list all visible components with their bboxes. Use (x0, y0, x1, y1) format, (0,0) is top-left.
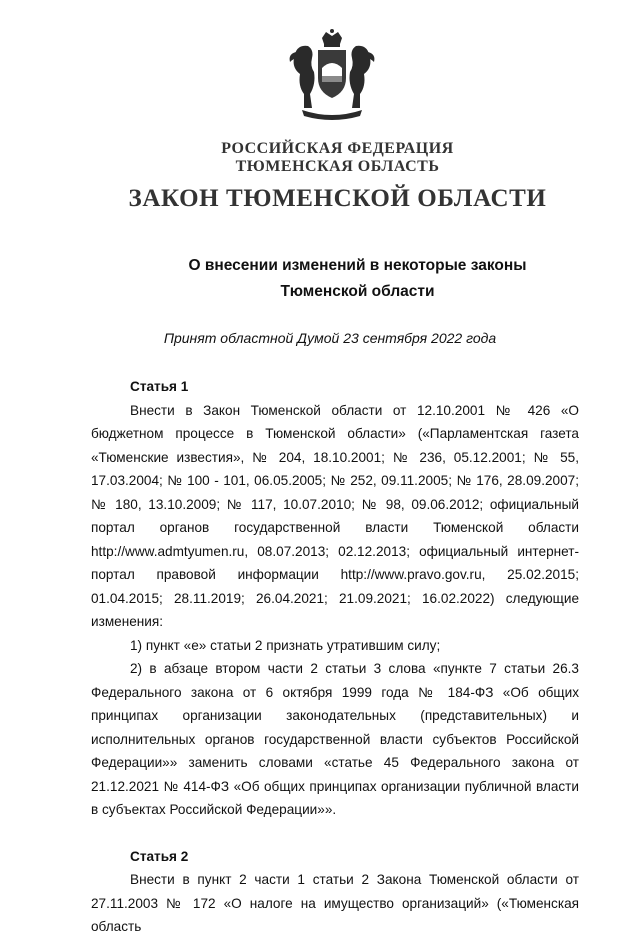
document-title (0, 253, 640, 305)
region-name: ТЮМЕНСКАЯ ОБЛАСТЬ (235, 158, 440, 175)
title-line-2: Тюменской области (280, 283, 435, 300)
country-name: РОССИЙСКАЯ ФЕДЕРАЦИЯ (221, 140, 454, 157)
coat-of-arms-icon (282, 28, 382, 128)
article-paragraph: 2) в абзаце втором части 2 статьи 3 слова «пункте 7 статьи 26.3 Федерального закона от 6 октября 1999 года № 184-ФЗ «Об общих принципах организации законодательных (представительных) и исполнительных органов государственной власти субъектов Российской Федерации»» заменить словами «статье 45 Федерального закона от 21.12.2021 № 414-ФЗ «Об общих принципах организации публичной власти в субъектах Российской Федерации»». (91, 661, 579, 817)
law-body (91, 375, 579, 939)
adoption-text: Принят областной Думой 23 сентября 2022 года (163, 330, 497, 346)
article-paragraph: Внести в Закон Тюменской области от 12.10.2001 № 426 «О бюджетном процессе в Тюменской области» («Парламентская газета «Тюменские известия», № 204, 18.10.2001; № 236, 05.12.2001; № 55, 17.03.2004; № 100 - 101, 06.05.2005; № 252, 09.11.2005; № 176, 28.09.2007; № 180, 13.10.2009; № 117, 10.07.2010; № 98, 09.06.2012; официальный портал органов государственной власти Тюменской области http://www.admtyumen.ru, 08.07.2013; 02.12.2013; официальный интернет-портал правовой информации http://www.pravo.gov.ru, 25.02.2015; 01.04.2015; 28.11.2019; 26.04.2021; 21.09.2021; 16.02.2022) следующие изменения: (91, 402, 579, 629)
adoption-note (0, 330, 640, 346)
article-heading: Статья 2 (130, 848, 189, 864)
article-paragraph: Внести в пункт 2 части 1 статьи 2 Закона Тюменской области от 27.11.2003 № 172 «О налоге на имущество организаций» («Тюменская область (91, 872, 579, 934)
article-paragraph: 1) пункт «е» статьи 2 признать утратившим силу; (130, 637, 441, 653)
law-heading: ЗАКОН ТЮМЕНСКОЙ ОБЛАСТИ (128, 185, 547, 212)
document-header (0, 140, 640, 214)
title-line-1: О внесении изменений в некоторые законы (188, 257, 527, 274)
article-heading: Статья 1 (130, 379, 189, 394)
